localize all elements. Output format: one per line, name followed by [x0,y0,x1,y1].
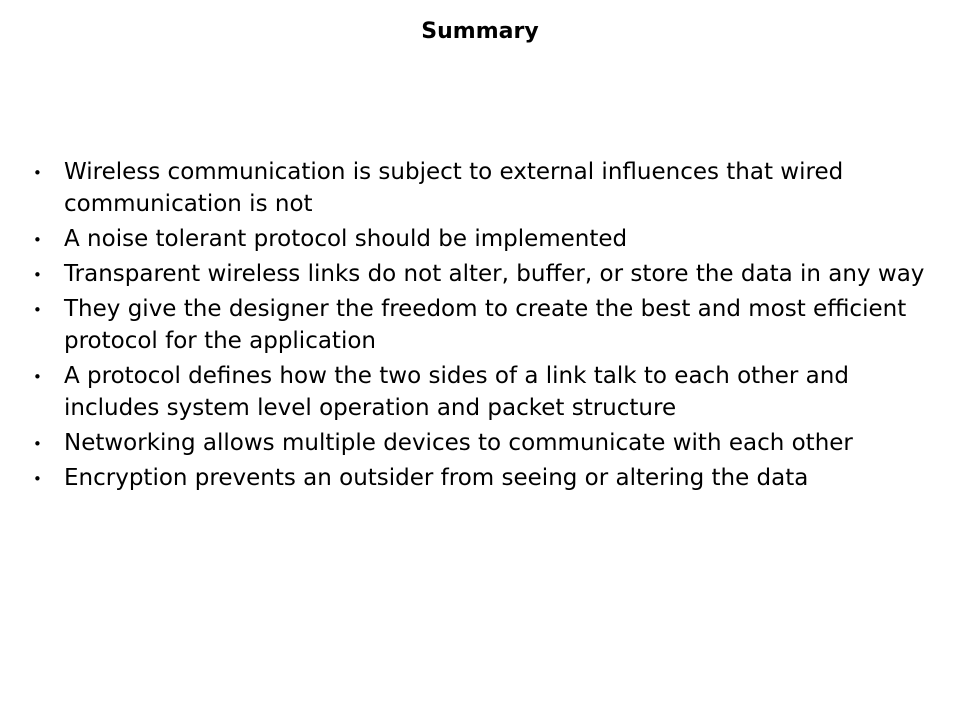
bullet-text: Transparent wireless links do not alter, buffer, or store the data in any way [64,261,925,287]
bullet-text: Wireless communication is subject to external influences that wired communication is not [64,159,844,217]
bullet-icon: • [33,266,42,284]
bullet-text: They give the designer the freedom to create the best and most efficient protocol for the application [64,296,907,354]
bullet-item [28,427,938,459]
bullet-text: A protocol defines how the two sides of a link talk to each other and includes system level operation and packet structure [64,363,849,421]
bullet-item [28,258,938,290]
bullet-icon: • [33,301,42,319]
bullet-icon: • [33,470,42,488]
bullet-item [28,462,938,494]
bullet-icon: • [33,368,42,386]
bullet-item [28,223,938,255]
bullet-icon: • [33,435,42,453]
bullet-text: Networking allows multiple devices to communicate with each other [64,430,853,456]
bullet-list [28,156,938,497]
bullet-item [28,293,938,357]
bullet-text: Encryption prevents an outsider from seeing or altering the data [64,465,809,491]
bullet-item [28,360,938,424]
bullet-item [28,156,938,220]
bullet-icon: • [33,231,42,249]
bullet-text: A noise tolerant protocol should be implemented [64,226,628,252]
slide-title: Summary [421,19,539,44]
bullet-icon: • [33,164,42,182]
